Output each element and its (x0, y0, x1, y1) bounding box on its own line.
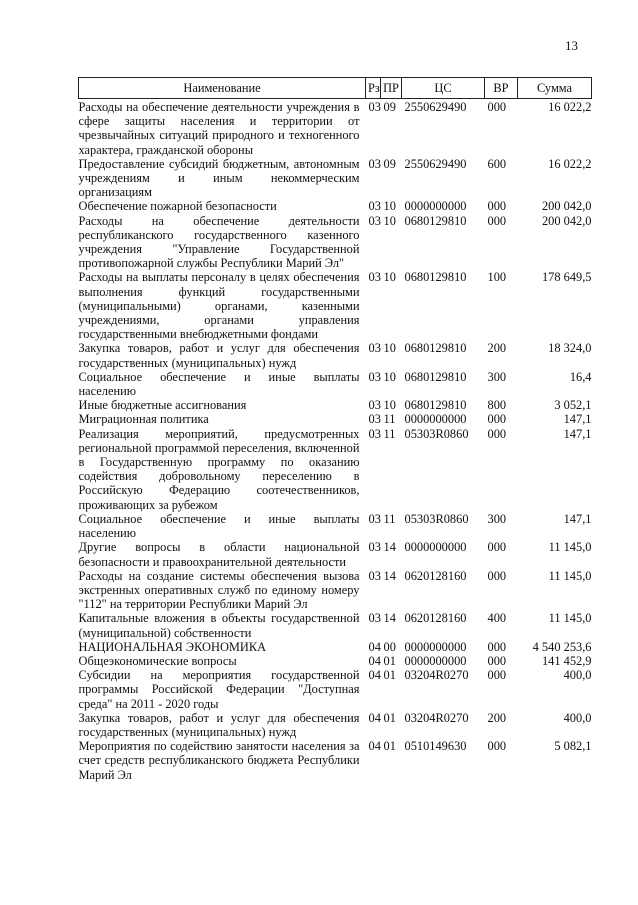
row-pr: 09 (383, 156, 396, 171)
row-sum: 141 452,9 (541, 653, 592, 668)
row-vr: 400 (487, 611, 507, 626)
header-vr: ВР (485, 78, 518, 99)
row-sum: 147,1 (563, 412, 592, 427)
row-cs: 05303R0860 (404, 426, 469, 441)
row-rz: 03 (368, 369, 381, 384)
table-row (79, 611, 592, 639)
row-vr: 000 (487, 739, 507, 754)
row-cs: 0680129810 (404, 341, 467, 356)
row-cs: 0000000000 (404, 199, 467, 214)
row-pr: 10 (383, 270, 396, 285)
row-pr: 11 (383, 412, 396, 427)
row-pr: 10 (383, 398, 396, 413)
row-pr: 14 (383, 568, 396, 583)
table-row (79, 412, 592, 426)
row-name: Субсидии на мероприятия государственной программы Российской Федерации "Доступная среда" на 2011 - 2020 годы (78, 668, 360, 711)
row-cs: 03204R0270 (404, 668, 469, 683)
row-cs: 0680129810 (404, 369, 467, 384)
row-sum: 200 042,0 (541, 199, 592, 214)
row-name: Расходы на создание системы обеспечения вызова экстренных оперативных служб по единому номеру "112" на территории Республики Марий Эл (78, 568, 360, 612)
header-name: Наименование (79, 78, 366, 99)
row-rz: 03 (368, 568, 381, 583)
row-pr: 10 (383, 199, 396, 214)
row-name: НАЦИОНАЛЬНАЯ ЭКОНОМИКА (78, 639, 267, 654)
row-pr: 11 (383, 426, 396, 441)
row-sum: 16 022,2 (548, 100, 592, 114)
table-row (79, 341, 592, 369)
row-pr: 01 (383, 653, 396, 668)
table-row (79, 668, 592, 711)
table-row (79, 214, 592, 271)
table-row (79, 640, 592, 654)
header-rz: Рз (366, 78, 381, 99)
table-row (79, 654, 592, 668)
row-cs: 0510149630 (404, 739, 467, 754)
row-vr: 000 (487, 639, 507, 654)
row-pr: 10 (383, 213, 396, 228)
table-row (79, 157, 592, 200)
row-vr: 000 (487, 412, 507, 427)
row-vr: 000 (487, 668, 507, 683)
row-cs: 0680129810 (404, 213, 467, 228)
row-name: Общеэкономические вопросы (78, 653, 237, 668)
table-header-row (79, 78, 592, 99)
row-vr: 600 (487, 156, 507, 171)
row-vr: 000 (487, 568, 507, 583)
table-row (79, 270, 592, 341)
row-name: Капитальные вложения в объекты государственной (муниципальной) собственности (78, 611, 360, 640)
row-cs: 0000000000 (404, 653, 467, 668)
row-vr: 000 (487, 213, 507, 228)
row-vr: 000 (487, 426, 507, 441)
row-cs: 05303R0860 (404, 511, 469, 526)
row-pr: 09 (383, 100, 396, 114)
row-cs: 2550629490 (404, 100, 467, 114)
row-cs: 03204R0270 (404, 710, 469, 725)
row-name: Обеспечение пожарной безопасности (78, 199, 277, 214)
row-rz: 03 (368, 511, 381, 526)
row-name: Закупка товаров, работ и услуг для обеспечения государственных (муниципальных) нужд (78, 341, 360, 370)
row-cs: 0680129810 (404, 398, 467, 413)
row-rz: 04 (368, 639, 381, 654)
row-sum: 147,1 (563, 511, 592, 526)
row-vr: 300 (487, 511, 507, 526)
row-cs: 0680129810 (404, 270, 467, 285)
row-cs: 0620128160 (404, 611, 467, 626)
row-sum: 11 145,0 (548, 568, 592, 583)
row-name: Закупка товаров, работ и услуг для обеспечения государственных (муниципальных) нужд (78, 710, 360, 739)
table-row (79, 199, 592, 213)
row-pr: 01 (383, 710, 396, 725)
row-cs: 2550629490 (404, 156, 467, 171)
row-pr: 14 (383, 540, 396, 555)
row-sum: 178 649,5 (541, 270, 592, 285)
row-vr: 800 (487, 398, 507, 413)
row-pr: 14 (383, 611, 396, 626)
row-cs: 0000000000 (404, 540, 467, 555)
table-row (79, 739, 592, 782)
row-rz: 04 (368, 653, 381, 668)
row-rz: 03 (368, 412, 381, 427)
row-vr: 100 (487, 270, 507, 285)
row-pr: 10 (383, 341, 396, 356)
row-rz: 04 (368, 710, 381, 725)
row-name: Миграционная политика (78, 412, 209, 427)
row-pr: 11 (383, 511, 396, 526)
table-row (79, 569, 592, 612)
row-sum: 400,0 (563, 668, 592, 683)
row-sum: 4 540 253,6 (532, 639, 592, 654)
row-vr: 000 (487, 653, 507, 668)
row-name: Мероприятия по содействию занятости населения за счет средств республиканского бюджета Республики Марий Эл (78, 739, 360, 782)
row-rz: 03 (368, 213, 381, 228)
row-rz: 03 (368, 156, 381, 171)
row-name: Иные бюджетные ассигнования (78, 398, 247, 413)
row-rz: 03 (368, 426, 381, 441)
row-name: Реализация мероприятий, предусмотренных региональной программой переселения, включенной в Государственную программу по оказанию содействия добровольному переселению в Российскую Федерацию соотечественников, проживающих за рубежом (78, 426, 360, 512)
header-pr: ПР (381, 78, 402, 99)
table-row (79, 427, 592, 512)
row-sum: 200 042,0 (541, 213, 592, 228)
row-cs: 0000000000 (404, 639, 467, 654)
table-row (79, 370, 592, 398)
row-vr: 000 (487, 199, 507, 214)
row-name: Расходы на обеспечение деятельности республиканского государственного казенного учреждения "Управление Государственной противопожарной службы Республики Марий Эл" (78, 213, 360, 271)
row-cs: 0620128160 (404, 568, 467, 583)
row-rz: 03 (368, 398, 381, 413)
row-sum: 147,1 (563, 426, 592, 441)
row-rz: 04 (368, 668, 381, 683)
row-name: Расходы на обеспечение деятельности учреждения в сфере защиты населения и территории от чрезвычайных ситуаций природного и техногенного характера, гражданской обороны (78, 100, 360, 157)
row-cs: 0000000000 (404, 412, 467, 427)
row-pr: 10 (383, 369, 396, 384)
row-rz: 03 (368, 100, 381, 114)
row-name: Социальное обеспечение и иные выплаты населению (78, 369, 360, 399)
row-sum: 11 145,0 (548, 540, 592, 555)
page-number: 13 (565, 38, 578, 53)
row-name: Расходы на выплаты персоналу в целях обеспечения выполнения функций государственными (муниципальными) органами, казенными учреждениями, органами управления государственными внебюджетными фондами (78, 270, 360, 342)
row-sum: 18 324,0 (548, 341, 592, 356)
table-row (79, 711, 592, 739)
row-pr: 01 (383, 668, 396, 683)
row-vr: 000 (487, 100, 507, 114)
budget-table (78, 77, 592, 782)
table-body (79, 99, 592, 782)
row-rz: 03 (368, 199, 381, 214)
header-cs: ЦС (402, 78, 485, 99)
row-sum: 16,4 (569, 369, 592, 384)
row-rz: 03 (368, 341, 381, 356)
row-sum: 400,0 (563, 710, 592, 725)
row-vr: 200 (487, 710, 507, 725)
row-pr: 01 (383, 739, 396, 754)
row-vr: 300 (487, 369, 507, 384)
table-row (79, 512, 592, 540)
table-row (79, 99, 592, 157)
row-sum: 5 082,1 (554, 739, 592, 754)
row-sum: 16 022,2 (548, 156, 592, 171)
row-rz: 03 (368, 270, 381, 285)
row-vr: 000 (487, 540, 507, 555)
row-rz: 04 (368, 739, 381, 754)
row-rz: 03 (368, 540, 381, 555)
row-name: Предоставление субсидий бюджетным, автономным учреждениям и иным некоммерческим организациям (78, 156, 360, 200)
row-pr: 00 (383, 639, 396, 654)
row-name: Другие вопросы в области национальной безопасности и правоохранительной деятельности (78, 540, 360, 569)
row-name: Социальное обеспечение и иные выплаты населению (78, 511, 360, 541)
table-row (79, 540, 592, 568)
table-row (79, 398, 592, 412)
header-sum: Сумма (518, 78, 592, 99)
row-sum: 11 145,0 (548, 611, 592, 626)
row-vr: 200 (487, 341, 507, 356)
row-sum: 3 052,1 (554, 398, 592, 413)
row-rz: 03 (368, 611, 381, 626)
